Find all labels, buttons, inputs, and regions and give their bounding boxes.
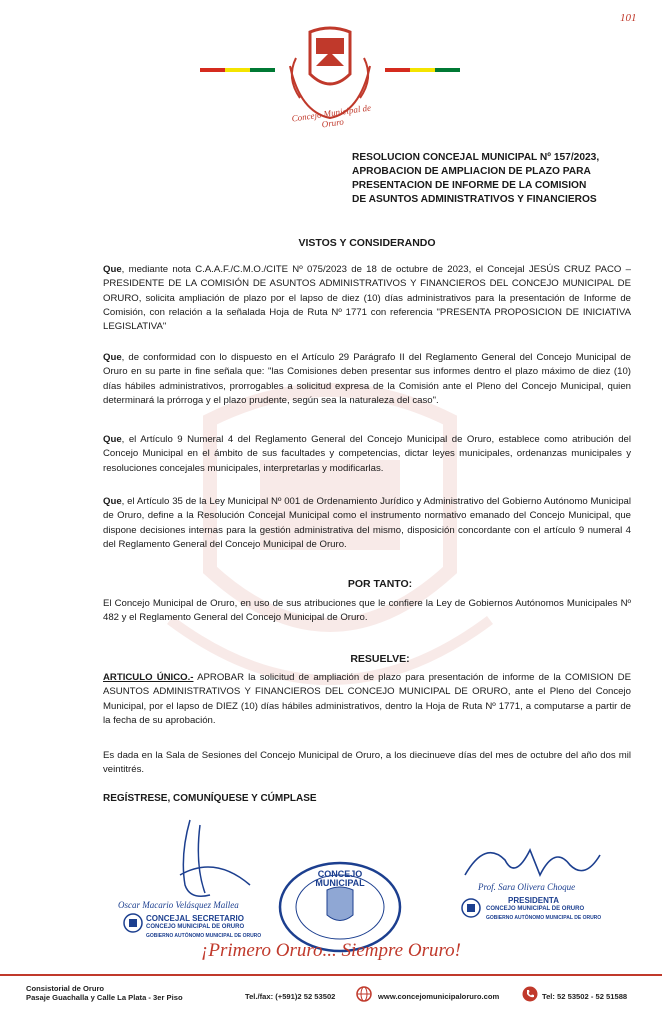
paragraph-lead: Que	[103, 352, 122, 363]
title-line: APROBACION DE AMPLIACION DE PLAZO PARA	[352, 166, 591, 177]
globe-icon	[356, 986, 372, 1002]
flag-yellow	[225, 68, 250, 72]
flag-green	[250, 68, 275, 72]
por-tanto-text: El Concejo Municipal de Oruro, en uso de sus atribuciones que le confiere la Ley de Gobiernos Autónomos Municipales Nº 482 y el Reglamento General del Concejo Municipal de Oruro.	[103, 598, 631, 624]
flag-yellow	[410, 68, 435, 72]
paragraph-lead: Que	[103, 264, 122, 275]
footer-address-line2: Pasaje Guachalla y Calle La Plata - 3er Piso	[26, 993, 183, 1002]
left-signature-scribble	[160, 815, 270, 905]
considerando-paragraph	[103, 495, 631, 552]
paragraph-text: , el Artículo 9 Numeral 4 del Reglamento General del Concejo Municipal de Oruro, establece como atribución del Concejo Municipal en el ámbito de sus facultades y competencias, dictar leyes municipales, ordenanzas municipales y resoluciones concejales municipales, interpretarlas y modificarlas.	[103, 434, 631, 474]
footer-divider	[0, 974, 662, 976]
left-signer-stamp	[146, 914, 261, 941]
left-signer-role: CONCEJAL SECRETARIO	[146, 914, 244, 923]
motto: ¡Primero Oruro... Siempre Oruro!	[200, 940, 461, 961]
title-line: DE ASUNTOS ADMINISTRATIVOS Y FINANCIEROS	[352, 194, 597, 205]
resolution-title	[352, 151, 622, 207]
article-paragraph	[103, 671, 631, 728]
flag-green	[435, 68, 460, 72]
title-line: PRESENTACION DE INFORME DE LA COMISION	[352, 180, 587, 191]
signoff: REGÍSTRESE, COMUNÍQUESE Y CÚMPLASE	[103, 793, 317, 804]
footer-address-line1: Consistorial de Oruro	[26, 984, 105, 993]
right-signer-sub: GOBIERNO AUTÓNOMO MUNICIPAL DE ORURO	[486, 915, 602, 921]
paragraph-text: , de conformidad con lo dispuesto en el Artículo 29 Parágrafo II del Reglamento General del Concejo Municipal de Oruro en su parte in fine señala que: "las Comisiones deben presentar sus informes dentro el plazo máximo de diez (10) días hábiles administrativos, prorrogables a solicitud expresa de la Comisión ante el Pleno del Concejo Municipal, quien determinará la prórroga y el plazo prudente, según sea la naturaleza del caso".	[103, 352, 631, 406]
article-label: ARTICULO ÚNICO.-	[103, 672, 194, 683]
logo-text: Concejo Municipal de Oruro	[290, 102, 372, 130]
left-signer-name: Oscar Macario Velásquez Mallea	[118, 900, 239, 910]
title-line: RESOLUCION CONCEJAL MUNICIPAL Nº 157/2023,	[352, 152, 600, 163]
left-signer-org: CONCEJO MUNICIPAL DE ORURO	[146, 924, 245, 930]
footer-telfax: Tel./fax: (+591)2 52 53502	[245, 992, 336, 1001]
paragraph-lead: Que	[103, 434, 122, 445]
footer-website[interactable]: www.concejomunicipaloruro.com	[378, 992, 500, 1001]
page-number: 101	[620, 12, 637, 24]
considerando-paragraph	[103, 263, 631, 334]
flag-stripe-left	[200, 68, 275, 72]
paragraph-text: , el Artículo 35 de la Ley Municipal Nº 001 de Ordenamiento Jurídico y Administrativo del Gobierno Autónomo Municipal de Oruro, define a la Resolución Concejal Municipal como el instrumento normativo emanado del Concejo Municipal, que dispone decisiones internas para la gestión administrativa del mismo, disposición concordante con el artículo 9 numeral 4 del Reglamento General del Concejo Municipal de Oruro.	[103, 496, 631, 550]
right-signer-role: PRESIDENTA	[508, 896, 559, 905]
left-stamp-logo	[122, 912, 144, 934]
resuelve-heading: RESUELVE:	[350, 653, 410, 665]
footer-phones: Tel: 52 53502 - 52 51588	[542, 992, 628, 1001]
flag-stripe-right	[385, 68, 460, 72]
article-text: APROBAR la solicitud de ampliación de plazo para presentación de informe de la COMISION DE ASUNTOS ADMINISTRATIVOS Y FINANCIEROS DEL CONCEJO MUNICIPAL DE ORURO, ante el Pleno del Concejo Municipal, por el lapso de DIEZ (10) días hábiles administrativos, dentro la Hoja de Ruta Nº 1771, a computarse a partir de la fecha de su aprobación.	[103, 672, 632, 726]
flag-red	[200, 68, 225, 72]
header-logo	[200, 22, 460, 132]
right-signer-stamp	[486, 896, 601, 923]
considerando-paragraph	[103, 351, 631, 408]
flag-red	[385, 68, 410, 72]
right-stamp-logo	[460, 897, 482, 919]
paragraph-text: , mediante nota C.A.A.F./C.M.O./CITE Nº 075/2023 de 18 de octubre de 2023, el Concejal JESÚS CRUZ PACO – PRESIDENTE DE LA COMISIÓN DE ASUNTOS ADMINISTRATIVOS Y FINANCIEROS DEL CONCEJO MUNICIPAL DE ORURO, solicita ampliación de plazo por el lapso de diez (10) días administrativos para la presentación de Informe de Comisión, con relación a la señalada Hoja de Ruta Nº 1771 con referencia "PRESENTA PROPOSICION DE INICIATIVA LEGISLATIVA"	[103, 264, 631, 333]
right-signer-name: Prof. Sara Olivera Choque	[478, 882, 576, 892]
paragraph-lead: Que	[103, 496, 122, 507]
vistos-heading: VISTOS Y CONSIDERANDO	[298, 237, 436, 249]
phone-icon	[522, 986, 538, 1002]
seal-text: CONCEJO MUNICIPAL	[315, 869, 365, 888]
left-signer-sub: GOBIERNO AUTÓNOMO MUNICIPAL DE ORURO	[146, 933, 262, 939]
por-tanto-heading: POR TANTO:	[347, 578, 413, 590]
considerando-paragraph	[103, 433, 631, 476]
right-signer-org: CONCEJO MUNICIPAL DE ORURO	[486, 906, 585, 912]
closing-text: Es dada en la Sala de Sesiones del Concejo Municipal de Oruro, a los diecinueve días del mes de octubre del año dos mil veintitrés.	[103, 750, 631, 776]
footer-address	[26, 984, 183, 1002]
